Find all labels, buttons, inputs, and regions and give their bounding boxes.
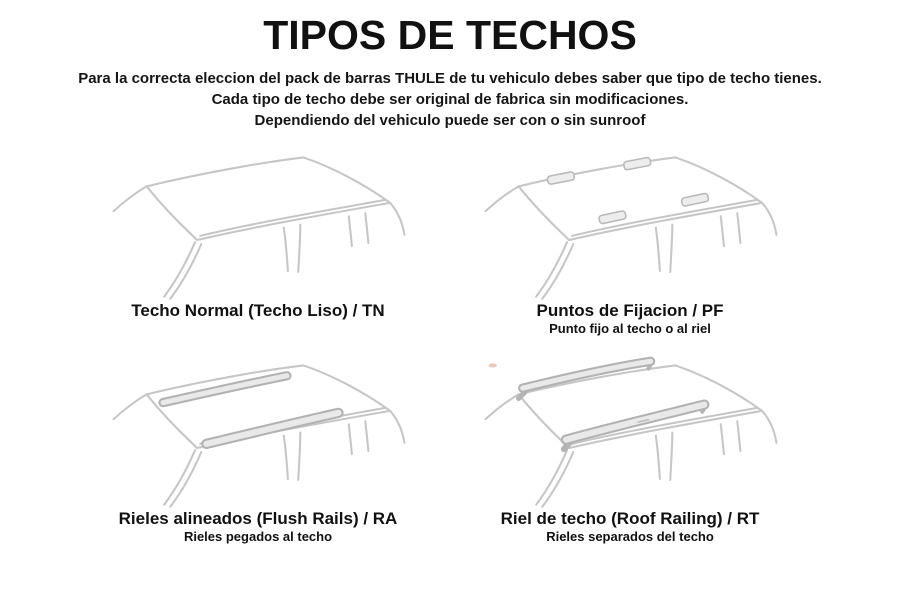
roof-type-label-tn: Techo Normal (Techo Liso) / TN	[131, 301, 385, 320]
page	[0, 12, 900, 612]
roof-type-sublabel-pf: Punto fijo al techo o al riel	[549, 321, 711, 336]
roof-type-normal	[63, 143, 453, 337]
intro-text	[0, 68, 900, 131]
roof-type-fixpoints	[453, 143, 807, 337]
roof-type-label-rt: Riel de techo (Roof Railing) / RT	[500, 509, 760, 528]
flush-rails	[163, 376, 338, 444]
artifact-dot	[489, 363, 497, 367]
fixpoint-roof-illustration	[475, 143, 785, 306]
page-title: TIPOS DE TECHOS	[263, 12, 637, 58]
roof-railing-roof-illustration	[475, 351, 785, 514]
intro-line-1: Para la correcta eleccion del pack de barras THULE de tu vehiculo debes saber que tipo de techo tienes.	[78, 70, 822, 87]
roof-type-label-pf: Puntos de Fijacion / PF	[536, 301, 724, 320]
intro-line-2: Cada tipo de techo debe ser original de fabrica sin modificaciones.	[211, 91, 689, 108]
roof-type-sublabel-ra: Rieles pegados al techo	[183, 529, 333, 544]
roof-type-sublabel-rt: Rieles separados del techo	[546, 529, 714, 544]
roof-type-label-ra: Rieles alineados (Flush Rails) / RA	[118, 509, 398, 528]
flush-rails-roof-illustration	[103, 351, 413, 514]
intro-line-3: Dependiendo del vehiculo puede ser con o sin sunroof	[254, 112, 646, 129]
normal-roof-illustration	[103, 143, 413, 306]
roof-type-roof-railing	[453, 351, 807, 545]
roof-type-flush-rails	[63, 351, 453, 545]
roof-types-grid	[63, 143, 900, 545]
fixation-pads	[547, 157, 709, 224]
